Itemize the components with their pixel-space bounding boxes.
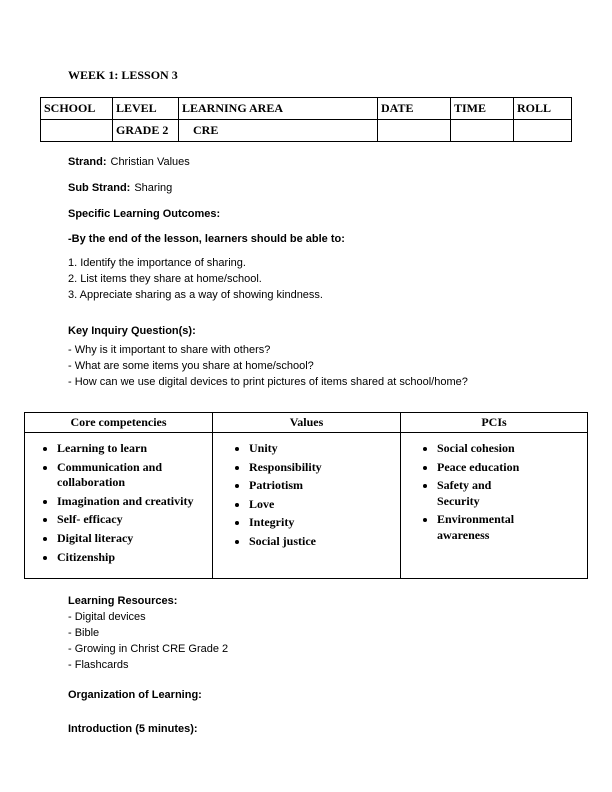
cell-time-value	[451, 120, 514, 142]
value-item: • Patriotism	[249, 478, 394, 494]
inquiry-item: - What are some items you share at home/school?	[68, 360, 314, 372]
strand-line	[68, 156, 572, 170]
strand-label: Strand:	[68, 156, 107, 168]
strand-value: Christian Values	[110, 156, 190, 168]
core-competencies-list	[35, 441, 206, 565]
competencies-header-pcis: PCIs	[401, 413, 588, 433]
pci-item: • Safety and Security	[437, 478, 533, 509]
value-item: • Responsibility	[249, 460, 394, 476]
outcome-item: 3. Appreciate sharing as a way of showing kindness.	[68, 289, 323, 301]
header-table-row-labels	[41, 98, 572, 120]
header-cell-date: DATE	[378, 98, 451, 120]
header-table-row-values	[41, 120, 572, 142]
inquiry-heading: Key Inquiry Question(s):	[68, 325, 196, 337]
cell-school-value	[41, 120, 113, 142]
inquiry-item: - How can we use digital devices to print pictures of items shared at school/home?	[68, 376, 468, 388]
inquiry-list	[68, 342, 572, 390]
core-competency-item: • Self- efficacy	[57, 512, 206, 528]
resources-heading: Learning Resources:	[68, 595, 178, 608]
competencies-table	[24, 412, 588, 579]
core-competency-item: • Communication and collaboration	[57, 460, 206, 491]
sub-strand-value: Sharing	[134, 181, 173, 194]
core-competency-item: • Imagination and creativity	[57, 494, 206, 510]
outcomes-list	[68, 255, 572, 303]
value-item: • Unity	[249, 441, 394, 457]
outcome-item: 1. Identify the importance of sharing.	[68, 257, 246, 269]
inquiry-item: - Why is it important to share with others?	[68, 344, 271, 356]
resource-item: - Bible	[68, 627, 100, 640]
header-cell-level: LEVEL	[113, 98, 179, 120]
pcis-cell	[401, 433, 588, 579]
outcomes-intro: -By the end of the lesson, learners should be able to:	[68, 233, 345, 246]
introduction-heading: Introduction (5 minutes):	[68, 722, 198, 735]
value-item: • Social justice	[249, 534, 394, 550]
organization-heading: Organization of Learning:	[68, 689, 202, 702]
resources-list	[68, 609, 572, 673]
sub-strand-label: Sub Strand:	[68, 181, 131, 194]
core-competency-item: • Learning to learn	[57, 441, 206, 457]
pci-item: • Environmental awareness	[437, 512, 533, 543]
pcis-list	[411, 441, 533, 544]
header-cell-school: SCHOOL	[41, 98, 113, 120]
sub-strand-line	[68, 182, 572, 196]
cell-learning-area-value: CRE	[179, 120, 378, 142]
header-cell-roll: ROLL	[514, 98, 572, 120]
competencies-table-body-row	[25, 433, 588, 579]
cell-level-value: GRADE 2	[113, 120, 179, 142]
cell-roll-value	[514, 120, 572, 142]
cell-date-value	[378, 120, 451, 142]
competencies-header-values: Values	[213, 413, 401, 433]
value-item: • Love	[249, 497, 394, 513]
pci-item: • Peace education	[437, 460, 533, 476]
header-cell-learning-area: LEARNING AREA	[179, 98, 378, 120]
values-list	[223, 441, 394, 550]
pci-item: • Social cohesion	[437, 441, 533, 457]
core-competencies-cell	[25, 433, 213, 579]
values-cell	[213, 433, 401, 579]
header-cell-time: TIME	[451, 98, 514, 120]
outcomes-heading: Specific Learning Outcomes:	[68, 207, 221, 220]
document-title: WEEK 1: LESSON 3	[68, 68, 178, 82]
value-item: • Integrity	[249, 515, 394, 531]
competencies-header-core: Core competencies	[25, 413, 213, 433]
resource-item: - Flashcards	[68, 659, 129, 672]
lesson-header-table	[40, 97, 572, 142]
core-competency-item: • Digital literacy	[57, 531, 206, 547]
competencies-table-header-row	[25, 413, 588, 433]
resource-item: - Digital devices	[68, 611, 146, 624]
outcome-item: 2. List items they share at home/school.	[68, 273, 262, 285]
resource-item: - Growing in Christ CRE Grade 2	[68, 643, 229, 656]
core-competency-item: • Citizenship	[57, 550, 206, 566]
